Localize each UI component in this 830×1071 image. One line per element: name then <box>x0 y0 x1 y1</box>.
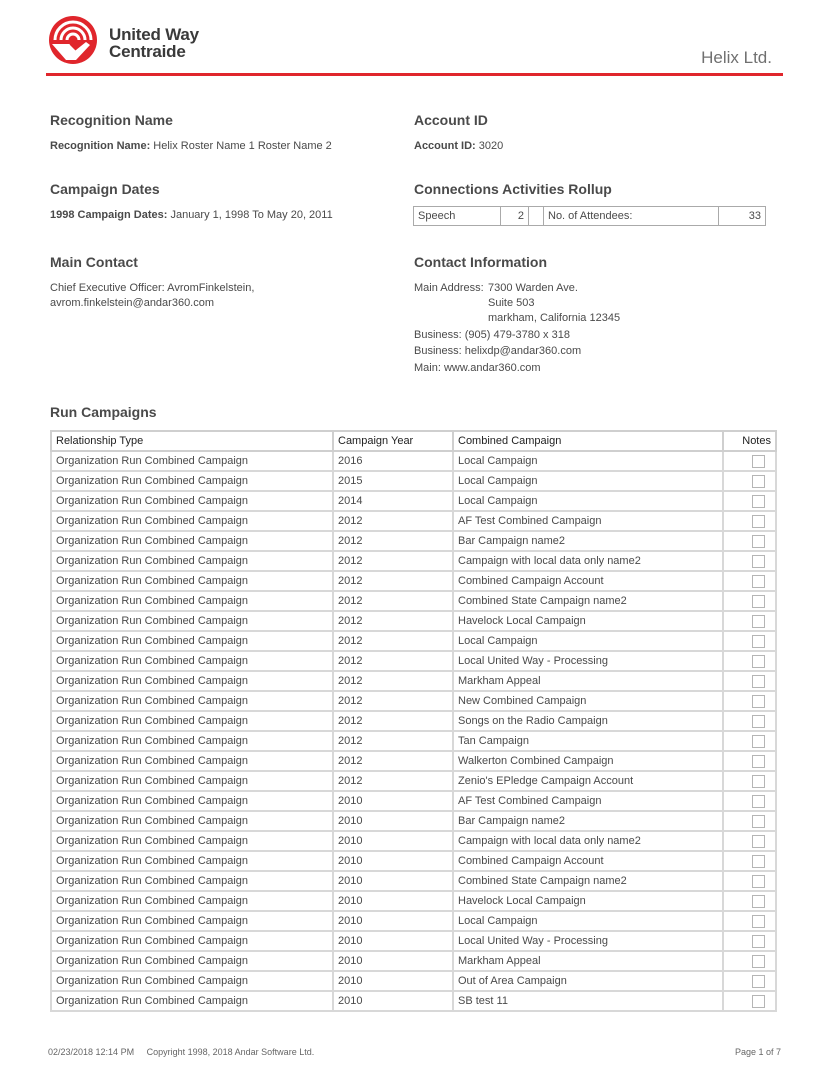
column-header: Notes <box>723 431 776 451</box>
address-line-2: Suite 503 <box>488 297 535 309</box>
combined-campaign-cell: Havelock Local Campaign <box>453 611 723 631</box>
table-row <box>51 531 776 551</box>
notes-cell <box>723 451 776 471</box>
rollup-spacer <box>529 207 544 226</box>
notes-checkbox[interactable] <box>752 535 765 548</box>
campaign-year-cell: 2012 <box>333 511 453 531</box>
campaign-year-cell: 2012 <box>333 531 453 551</box>
footer-page-number: Page 1 of 7 <box>734 1047 781 1057</box>
notes-checkbox[interactable] <box>752 975 765 988</box>
relationship-type-cell: Organization Run Combined Campaign <box>51 751 333 771</box>
notes-checkbox[interactable] <box>752 455 765 468</box>
table-row <box>51 891 776 911</box>
notes-cell <box>723 611 776 631</box>
table-row <box>51 511 776 531</box>
web-line <box>414 362 541 374</box>
table-row <box>51 551 776 571</box>
rollup-activity-count: 2 <box>501 207 529 226</box>
combined-campaign-cell: Local Campaign <box>453 631 723 651</box>
main-contact-email: avrom.finkelstein@andar360.com <box>50 297 215 309</box>
relationship-type-cell: Organization Run Combined Campaign <box>51 851 333 871</box>
campaign-year-cell: 2012 <box>333 571 453 591</box>
notes-cell <box>723 971 776 991</box>
notes-cell <box>723 531 776 551</box>
campaign-dates-title: Campaign Dates <box>50 181 160 197</box>
campaign-year-cell: 2012 <box>333 631 453 651</box>
table-row <box>51 871 776 891</box>
relationship-type-cell: Organization Run Combined Campaign <box>51 551 333 571</box>
relationship-type-cell: Organization Run Combined Campaign <box>51 771 333 791</box>
table-row <box>51 651 776 671</box>
relationship-type-cell: Organization Run Combined Campaign <box>51 911 333 931</box>
footer-left <box>48 1047 314 1057</box>
combined-campaign-cell: New Combined Campaign <box>453 691 723 711</box>
notes-checkbox[interactable] <box>752 935 765 948</box>
combined-campaign-cell: Combined State Campaign name2 <box>453 871 723 891</box>
notes-cell <box>723 471 776 491</box>
email-value: helixdp@andar360.com <box>464 345 582 357</box>
notes-cell <box>723 831 776 851</box>
combined-campaign-cell: Havelock Local Campaign <box>453 891 723 911</box>
table-row <box>51 491 776 511</box>
relationship-type-cell: Organization Run Combined Campaign <box>51 811 333 831</box>
table-row <box>51 751 776 771</box>
notes-cell <box>723 671 776 691</box>
relationship-type-cell: Organization Run Combined Campaign <box>51 931 333 951</box>
recognition-title: Recognition Name <box>50 112 173 128</box>
campaign-year-cell: 2012 <box>333 671 453 691</box>
notes-checkbox[interactable] <box>752 575 765 588</box>
combined-campaign-cell: AF Test Combined Campaign <box>453 791 723 811</box>
campaign-year-cell: 2010 <box>333 931 453 951</box>
table-row <box>51 911 776 931</box>
campaign-year-cell: 2015 <box>333 471 453 491</box>
notes-cell <box>723 731 776 751</box>
notes-checkbox[interactable] <box>752 675 765 688</box>
relationship-type-cell: Organization Run Combined Campaign <box>51 871 333 891</box>
campaign-year-cell: 2010 <box>333 831 453 851</box>
relationship-type-cell: Organization Run Combined Campaign <box>51 611 333 631</box>
phone-value: (905) 479-3780 x 318 <box>464 329 570 341</box>
run-campaigns-table <box>50 430 777 1012</box>
notes-cell <box>723 791 776 811</box>
campaign-year-cell: 2010 <box>333 971 453 991</box>
logo-text <box>109 26 199 60</box>
recognition-value: Helix Roster Name 1 Roster Name 2 <box>153 140 332 152</box>
rollup-activity: Speech <box>414 207 501 226</box>
address-line-1: 7300 Warden Ave. <box>488 282 578 294</box>
campaign-year-cell: 2010 <box>333 811 453 831</box>
campaign-year-cell: 2012 <box>333 651 453 671</box>
campaign-year-cell: 2012 <box>333 551 453 571</box>
email-label: Business: <box>414 345 462 357</box>
rollup-attendees-label: No. of Attendees: <box>544 207 719 226</box>
combined-campaign-cell: Zenio's EPledge Campaign Account <box>453 771 723 791</box>
table-row <box>51 851 776 871</box>
header-divider <box>46 73 783 76</box>
campaign-year-cell: 2014 <box>333 491 453 511</box>
campaign-year-cell: 2012 <box>333 711 453 731</box>
united-way-logo <box>46 14 206 66</box>
campaign-year-cell: 2010 <box>333 851 453 871</box>
notes-checkbox[interactable] <box>752 855 765 868</box>
combined-campaign-cell: Combined State Campaign name2 <box>453 591 723 611</box>
table-row <box>51 631 776 651</box>
web-label: Main: <box>414 362 441 374</box>
combined-campaign-cell: Tan Campaign <box>453 731 723 751</box>
table-row <box>51 831 776 851</box>
campaign-year-cell: 2010 <box>333 951 453 971</box>
relationship-type-cell: Organization Run Combined Campaign <box>51 571 333 591</box>
campaign-year-cell: 2012 <box>333 771 453 791</box>
notes-checkbox[interactable] <box>752 495 765 508</box>
relationship-type-cell: Organization Run Combined Campaign <box>51 731 333 751</box>
table-row <box>51 611 776 631</box>
combined-campaign-cell: Local United Way - Processing <box>453 651 723 671</box>
address-label: Main Address: <box>414 282 484 294</box>
relationship-type-cell: Organization Run Combined Campaign <box>51 451 333 471</box>
combined-campaign-cell: Local United Way - Processing <box>453 931 723 951</box>
phone-line <box>414 329 570 341</box>
web-value: www.andar360.com <box>443 362 541 374</box>
combined-campaign-cell: Local Campaign <box>453 451 723 471</box>
campaign-dates-line <box>50 209 333 221</box>
combined-campaign-cell: Campaign with local data only name2 <box>453 831 723 851</box>
notes-cell <box>723 871 776 891</box>
notes-cell <box>723 511 776 531</box>
notes-checkbox[interactable] <box>752 955 765 968</box>
combined-campaign-cell: Walkerton Combined Campaign <box>453 751 723 771</box>
campaign-year-cell: 2012 <box>333 611 453 631</box>
relationship-type-cell: Organization Run Combined Campaign <box>51 711 333 731</box>
notes-checkbox[interactable] <box>752 915 765 928</box>
table-row <box>51 791 776 811</box>
logo-line-2: Centraide <box>109 42 186 61</box>
notes-checkbox[interactable] <box>752 595 765 608</box>
recognition-label: Recognition Name: <box>50 140 151 152</box>
phone-label: Business: <box>414 329 462 341</box>
contact-info-title: Contact Information <box>414 254 547 270</box>
notes-cell <box>723 891 776 911</box>
notes-cell <box>723 951 776 971</box>
notes-cell <box>723 991 776 1011</box>
notes-checkbox[interactable] <box>752 615 765 628</box>
combined-campaign-cell: SB test 11 <box>453 991 723 1011</box>
notes-cell <box>723 691 776 711</box>
combined-campaign-cell: AF Test Combined Campaign <box>453 511 723 531</box>
notes-checkbox[interactable] <box>752 555 765 568</box>
combined-campaign-cell: Out of Area Campaign <box>453 971 723 991</box>
table-row <box>51 691 776 711</box>
table-row <box>51 451 776 471</box>
combined-campaign-cell: Local Campaign <box>453 911 723 931</box>
campaign-year-cell: 2010 <box>333 911 453 931</box>
table-row <box>51 971 776 991</box>
notes-checkbox[interactable] <box>752 475 765 488</box>
recognition-line <box>50 140 332 152</box>
column-header: Relationship Type <box>51 431 333 451</box>
notes-cell <box>723 491 776 511</box>
notes-checkbox[interactable] <box>752 735 765 748</box>
campaign-year-cell: 2010 <box>333 991 453 1011</box>
notes-checkbox[interactable] <box>752 695 765 708</box>
email-line <box>414 345 581 357</box>
run-campaigns-body <box>51 451 776 1011</box>
notes-checkbox[interactable] <box>752 655 765 668</box>
notes-cell <box>723 591 776 611</box>
notes-checkbox[interactable] <box>752 895 765 908</box>
footer-copyright: Copyright 1998, 2018 Andar Software Ltd. <box>146 1047 315 1057</box>
table-row <box>51 771 776 791</box>
company-name: Helix Ltd. <box>701 48 772 67</box>
campaign-year-cell: 2016 <box>333 451 453 471</box>
table-row <box>51 991 776 1011</box>
table-row <box>51 591 776 611</box>
table-row <box>51 731 776 751</box>
table-row <box>51 811 776 831</box>
notes-cell <box>723 771 776 791</box>
campaign-dates-value: January 1, 1998 To May 20, 2011 <box>170 209 333 221</box>
notes-cell <box>723 811 776 831</box>
relationship-type-cell: Organization Run Combined Campaign <box>51 991 333 1011</box>
run-campaigns-title: Run Campaigns <box>50 404 157 420</box>
main-contact-line-1: Chief Executive Officer: AvromFinkelstein, <box>50 282 255 294</box>
combined-campaign-cell: Bar Campaign name2 <box>453 811 723 831</box>
column-header: Campaign Year <box>333 431 453 451</box>
notes-checkbox[interactable] <box>752 755 765 768</box>
combined-campaign-cell: Local Campaign <box>453 471 723 491</box>
address-line-3: markham, California 12345 <box>488 312 621 324</box>
combined-campaign-cell: Combined Campaign Account <box>453 851 723 871</box>
campaign-year-cell: 2012 <box>333 591 453 611</box>
campaign-year-cell: 2012 <box>333 691 453 711</box>
notes-checkbox[interactable] <box>752 635 765 648</box>
combined-campaign-cell: Combined Campaign Account <box>453 571 723 591</box>
table-row <box>51 571 776 591</box>
relationship-type-cell: Organization Run Combined Campaign <box>51 531 333 551</box>
relationship-type-cell: Organization Run Combined Campaign <box>51 891 333 911</box>
notes-checkbox[interactable] <box>752 795 765 808</box>
account-label: Account ID: <box>414 140 476 152</box>
notes-cell <box>723 551 776 571</box>
relationship-type-cell: Organization Run Combined Campaign <box>51 951 333 971</box>
table-header-row <box>51 431 776 451</box>
account-title: Account ID <box>414 112 488 128</box>
notes-checkbox[interactable] <box>752 775 765 788</box>
combined-campaign-cell: Local Campaign <box>453 491 723 511</box>
notes-checkbox[interactable] <box>752 815 765 828</box>
combined-campaign-cell: Songs on the Radio Campaign <box>453 711 723 731</box>
notes-cell <box>723 711 776 731</box>
relationship-type-cell: Organization Run Combined Campaign <box>51 591 333 611</box>
relationship-type-cell: Organization Run Combined Campaign <box>51 971 333 991</box>
table-row <box>51 711 776 731</box>
relationship-type-cell: Organization Run Combined Campaign <box>51 791 333 811</box>
table-row <box>51 951 776 971</box>
notes-checkbox[interactable] <box>752 715 765 728</box>
campaign-year-cell: 2010 <box>333 891 453 911</box>
relationship-type-cell: Organization Run Combined Campaign <box>51 471 333 491</box>
notes-cell <box>723 631 776 651</box>
notes-checkbox[interactable] <box>752 995 765 1008</box>
main-contact-title: Main Contact <box>50 254 138 270</box>
combined-campaign-cell: Campaign with local data only name2 <box>453 551 723 571</box>
rollup-attendees-count: 33 <box>719 207 766 226</box>
notes-cell <box>723 931 776 951</box>
rollup-title: Connections Activities Rollup <box>414 181 612 197</box>
relationship-type-cell: Organization Run Combined Campaign <box>51 511 333 531</box>
footer-timestamp: 02/23/2018 12:14 PM <box>48 1047 135 1057</box>
relationship-type-cell: Organization Run Combined Campaign <box>51 491 333 511</box>
notes-checkbox[interactable] <box>752 515 765 528</box>
notes-cell <box>723 911 776 931</box>
campaign-year-cell: 2010 <box>333 871 453 891</box>
notes-cell <box>723 651 776 671</box>
rollup-table <box>413 206 766 226</box>
combined-campaign-cell: Bar Campaign name2 <box>453 531 723 551</box>
logo-line-1: United Way <box>109 25 199 44</box>
notes-checkbox[interactable] <box>752 875 765 888</box>
notes-checkbox[interactable] <box>752 835 765 848</box>
relationship-type-cell: Organization Run Combined Campaign <box>51 671 333 691</box>
campaign-year-cell: 2012 <box>333 731 453 751</box>
relationship-type-cell: Organization Run Combined Campaign <box>51 631 333 651</box>
campaign-year-cell: 2012 <box>333 751 453 771</box>
notes-cell <box>723 851 776 871</box>
table-row <box>51 471 776 491</box>
combined-campaign-cell: Markham Appeal <box>453 951 723 971</box>
campaign-dates-label: 1998 Campaign Dates: <box>50 209 168 221</box>
campaign-year-cell: 2010 <box>333 791 453 811</box>
table-row <box>51 931 776 951</box>
account-line <box>414 140 503 152</box>
relationship-type-cell: Organization Run Combined Campaign <box>51 651 333 671</box>
notes-cell <box>723 751 776 771</box>
notes-cell <box>723 571 776 591</box>
column-header: Combined Campaign <box>453 431 723 451</box>
account-value: 3020 <box>478 140 504 152</box>
united-way-hand-icon <box>46 14 102 66</box>
table-row <box>51 671 776 691</box>
relationship-type-cell: Organization Run Combined Campaign <box>51 691 333 711</box>
combined-campaign-cell: Markham Appeal <box>453 671 723 691</box>
relationship-type-cell: Organization Run Combined Campaign <box>51 831 333 851</box>
